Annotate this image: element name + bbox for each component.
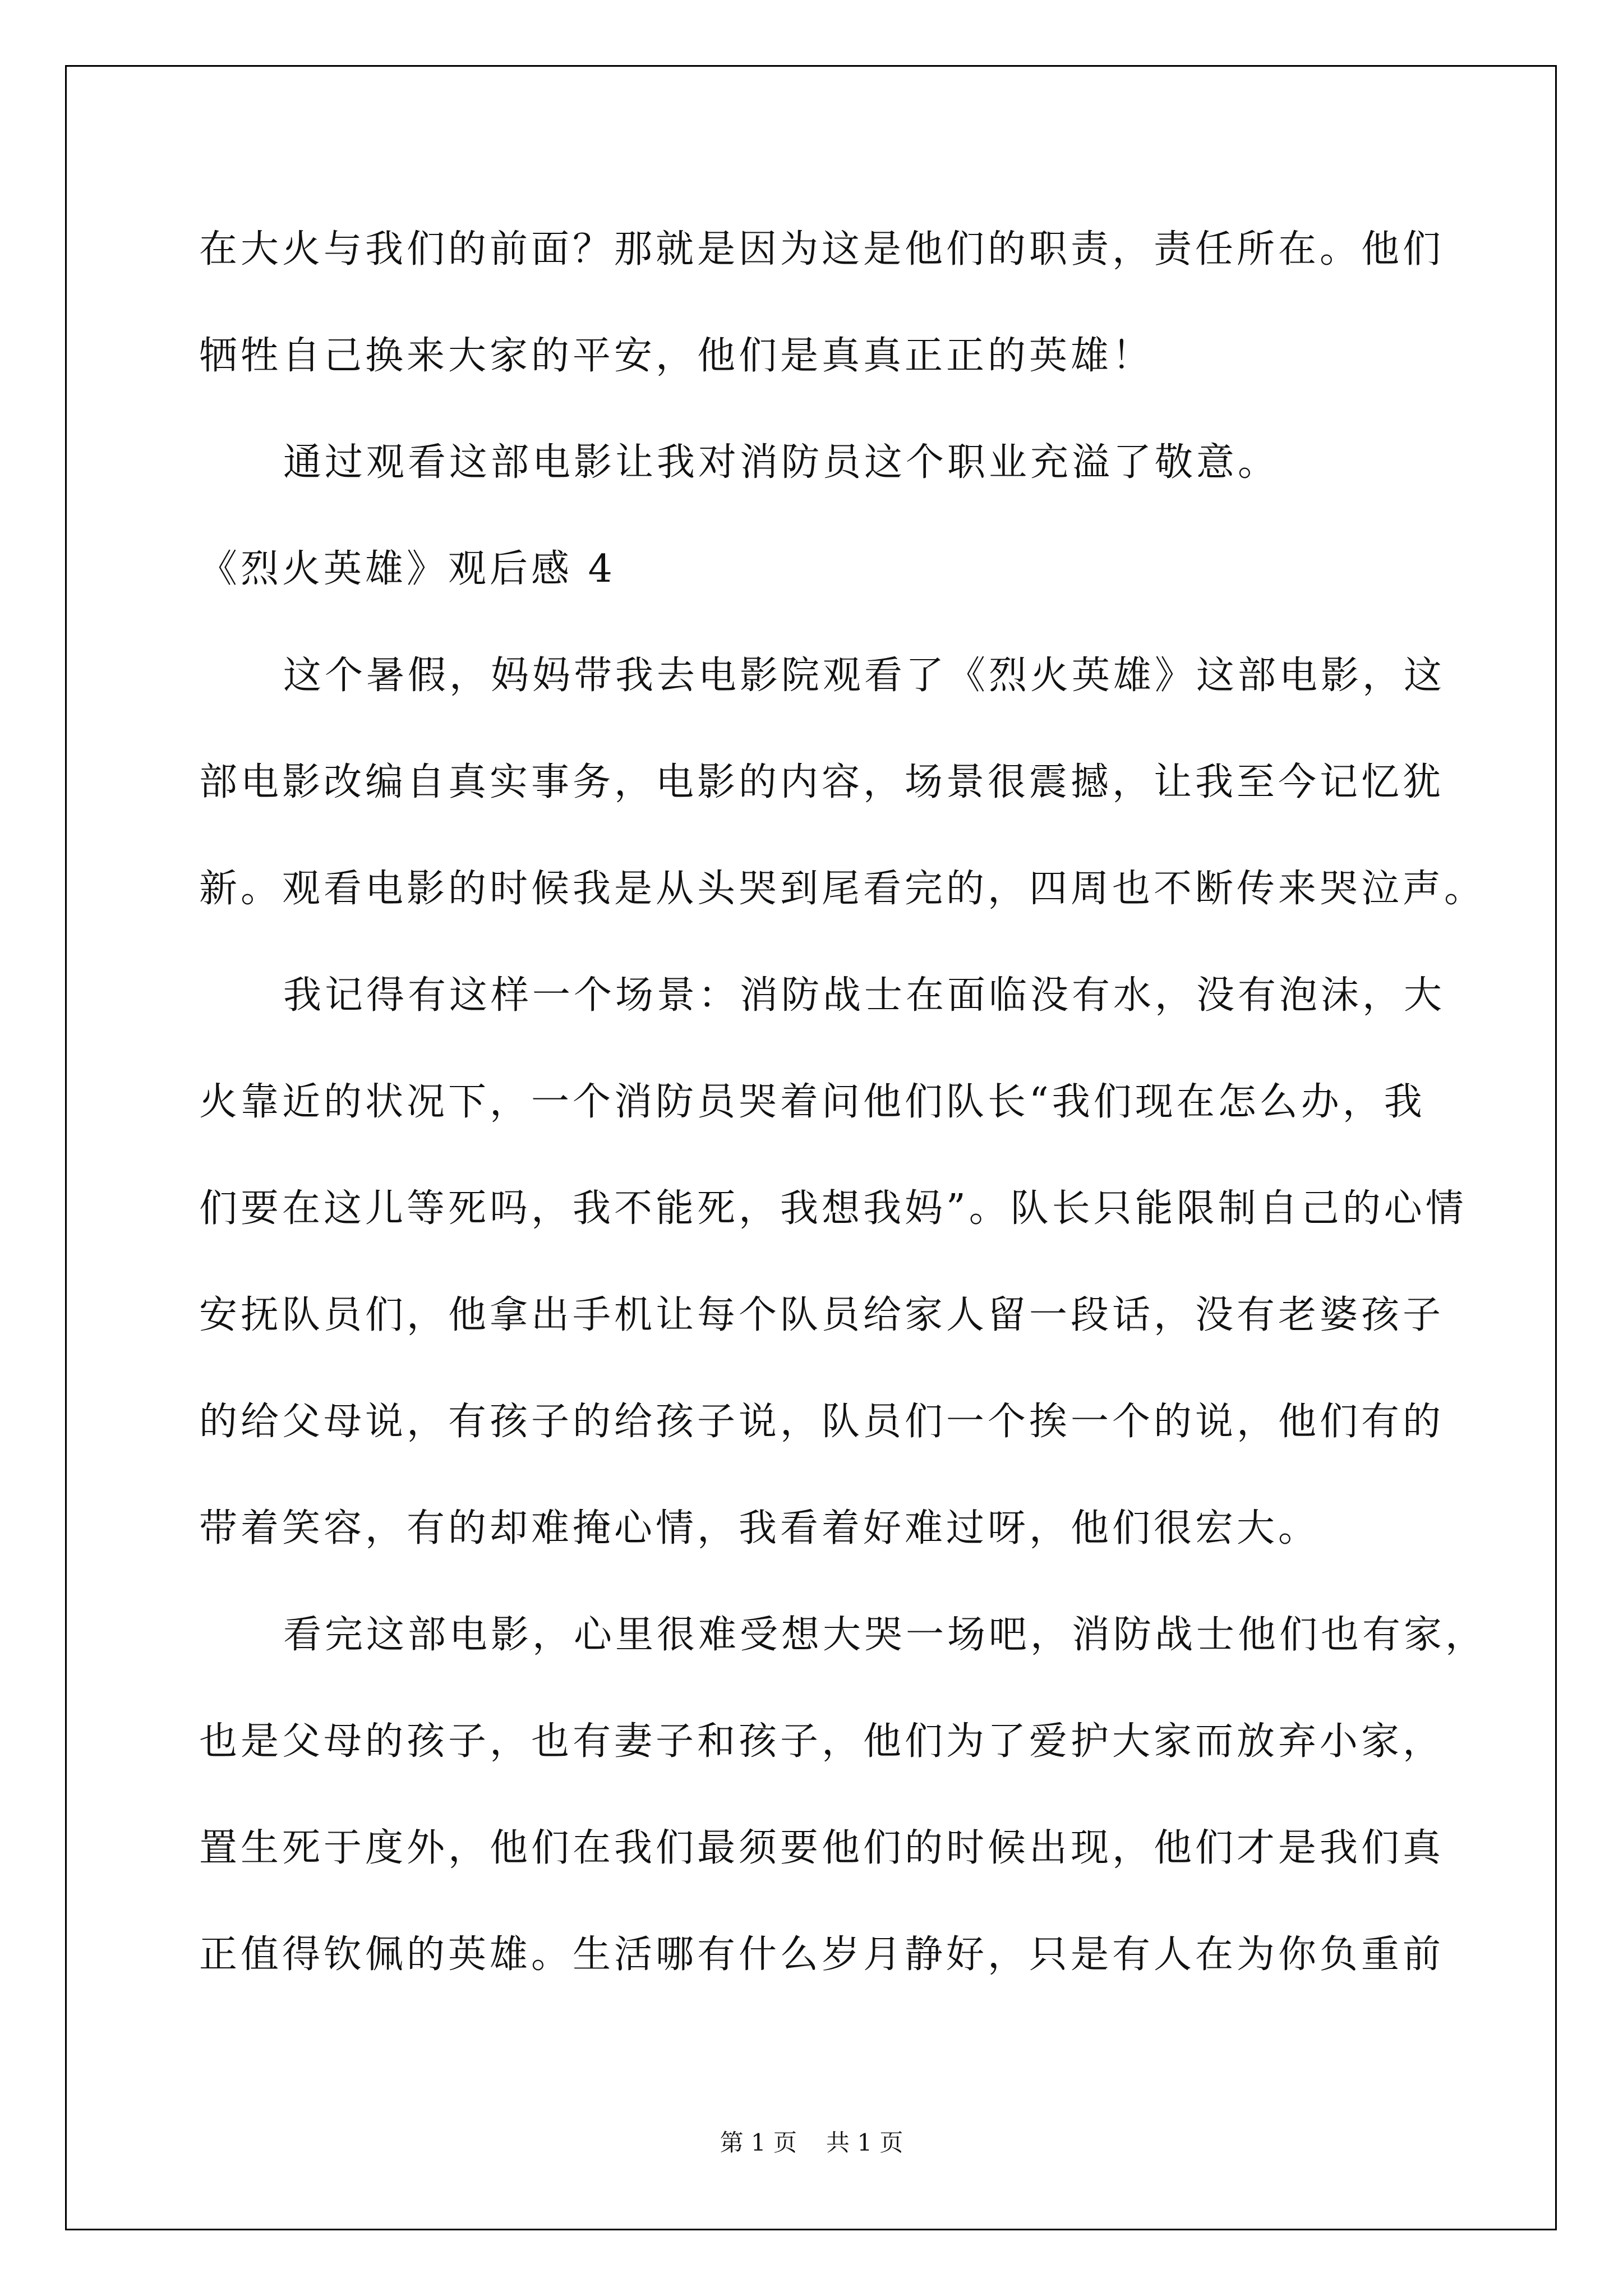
paragraph-start: 通过观看这部电影让我对消防员这个职业充溢了敬意。	[283, 440, 1280, 485]
text-line: 们要在这儿等死吗，我不能死，我想我妈”。队长只能限制自己的心情	[199, 1186, 1467, 1231]
text-line: 的给父母说，有孩子的给孩子说，队员们一个挨一个的说，他们有的	[199, 1400, 1445, 1444]
text-line: 带着笑容，有的却难掩心情，我看着好难过呀，他们很宏大。	[199, 1506, 1320, 1550]
paragraph-start: 这个暑假，妈妈带我去电影院观看了《烈火英雄》这部电影，这	[283, 654, 1446, 698]
text-line: 在大火与我们的前面？那就是因为这是他们的职责，责任所在。他们	[199, 227, 1445, 272]
text-line: 火靠近的状况下，一个消防员哭着问他们队长“我们现在怎么办，我	[199, 1080, 1426, 1124]
page-number: 第 1 页	[720, 2129, 797, 2156]
text-line: 部电影改编自真实事务，电影的内容，场景很震撼，让我至今记忆犹	[199, 760, 1445, 804]
text-line: 安抚队员们，他拿出手机让每个队员给家人留一段话，没有老婆孩子	[199, 1293, 1445, 1337]
text-line: 也是父母的孩子，也有妻子和孩子，他们为了爱护大家而放弃小家，	[199, 1719, 1445, 1764]
text-line: 置生死于度外，他们在我们最须要他们的时候出现，他们才是我们真	[199, 1826, 1445, 1870]
page-total: 共 1 页	[826, 2129, 903, 2156]
text-line: 新。观看电影的时候我是从头哭到尾看完的，四周也不断传来哭泣声。	[199, 867, 1486, 911]
text-line: 正值得钦佩的英雄。生活哪有什么岁月静好，只是有人在为你负重前	[199, 1932, 1445, 1977]
section-heading: 《烈火英雄》观后感 4	[199, 547, 616, 591]
text-line: 牺牲自己换来大家的平安，他们是真真正正的英雄！	[199, 334, 1154, 378]
page-border	[65, 65, 1557, 2230]
paragraph-start: 我记得有这样一个场景：消防战士在面临没有水，没有泡沫，大	[283, 973, 1446, 1018]
paragraph-start: 看完这部电影，心里很难受想大哭一场吧，消防战士他们也有家，	[283, 1613, 1487, 1657]
page-footer	[0, 2129, 1623, 2157]
